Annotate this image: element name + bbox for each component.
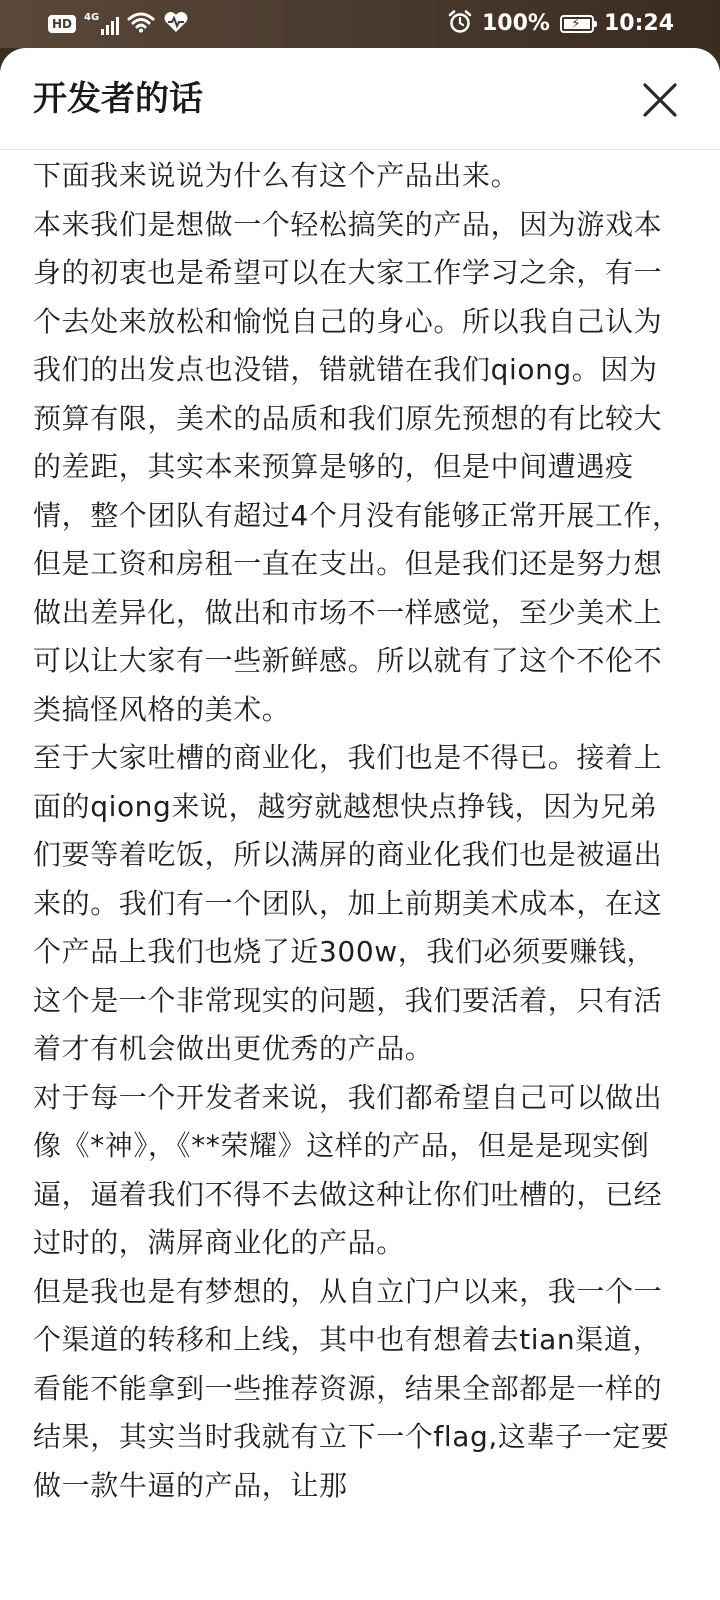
paragraph-2: 本来我们是想做一个轻松搞笑的产品，因为游戏本身的初衷也是希望可以在大家工作学习之余，有一个去处来放松和愉悦自己的身心。所以我自己认为我们的出发点也没错，错就错在我们qiong。因为预算有限，美术的品质和我们原先预想的有比较大的差距，其实本来预算是够的，但是中间遭遇疫情，整个团队有超过4个月没有能够正常开展工作，但是工资和房租一直在支出。但是我们还是努力想做出差异化，做出和市场不一样感觉，至少美术上可以让大家有一些新鲜感。所以就有了这个不伦不类搞怪风格的美术。 bbox=[33, 207, 681, 726]
network-type-label: 4G bbox=[84, 12, 100, 23]
page-title: 开发者的话 bbox=[33, 79, 203, 119]
close-button[interactable] bbox=[638, 78, 682, 122]
sheet-header bbox=[0, 48, 720, 150]
battery-charging-icon: ⚡ bbox=[560, 15, 594, 33]
clock-time: 10:24 bbox=[603, 11, 674, 36]
signal-icon bbox=[84, 13, 119, 35]
close-icon[interactable] bbox=[638, 78, 682, 122]
status-right bbox=[448, 10, 674, 38]
wifi-icon bbox=[127, 11, 155, 37]
status-bar bbox=[0, 0, 720, 48]
paragraph-1: 下面我来说说为什么有这个产品出来。 bbox=[33, 159, 520, 192]
article-body bbox=[33, 152, 683, 1510]
heart-rate-icon bbox=[163, 11, 189, 37]
status-left bbox=[48, 10, 189, 38]
paragraph-5: 但是我也是有梦想的，从自立门户以来，我一个一个渠道的转移和上线，其中也有想着去tian渠道，看能不能拿到一些推荐资源，结果全部都是一样的结果，其实当时我就有立下一个flag,这辈子一定要做一款牛逼的产品，让那 bbox=[33, 1274, 670, 1502]
alarm-icon bbox=[448, 10, 472, 38]
developer-notes-sheet bbox=[0, 48, 720, 1600]
paragraph-4: 对于每一个开发者来说，我们都希望自己可以做出像《*神》，《**荣耀》这样的产品，但是是现实倒逼，逼着我们不得不去做这种让你们吐槽的，已经过时的，满屏商业化的产品。 bbox=[33, 1080, 663, 1259]
battery-percent: 100% bbox=[482, 11, 550, 36]
paragraph-3: 至于大家吐槽的商业化，我们也是不得已。接着上面的qiong来说，越穷就越想快点挣钱，因为兄弟们要等着吃饭，所以满屏的商业化我们也是被逼出来的。我们有一个团队，加上前期美术成本，在这个产品上我们也烧了近300w，我们必须要赚钱，这个是一个非常现实的问题，我们要活着，只有活着才有机会做出更优秀的产品。 bbox=[33, 741, 663, 1065]
hd-icon: HD bbox=[48, 15, 76, 33]
